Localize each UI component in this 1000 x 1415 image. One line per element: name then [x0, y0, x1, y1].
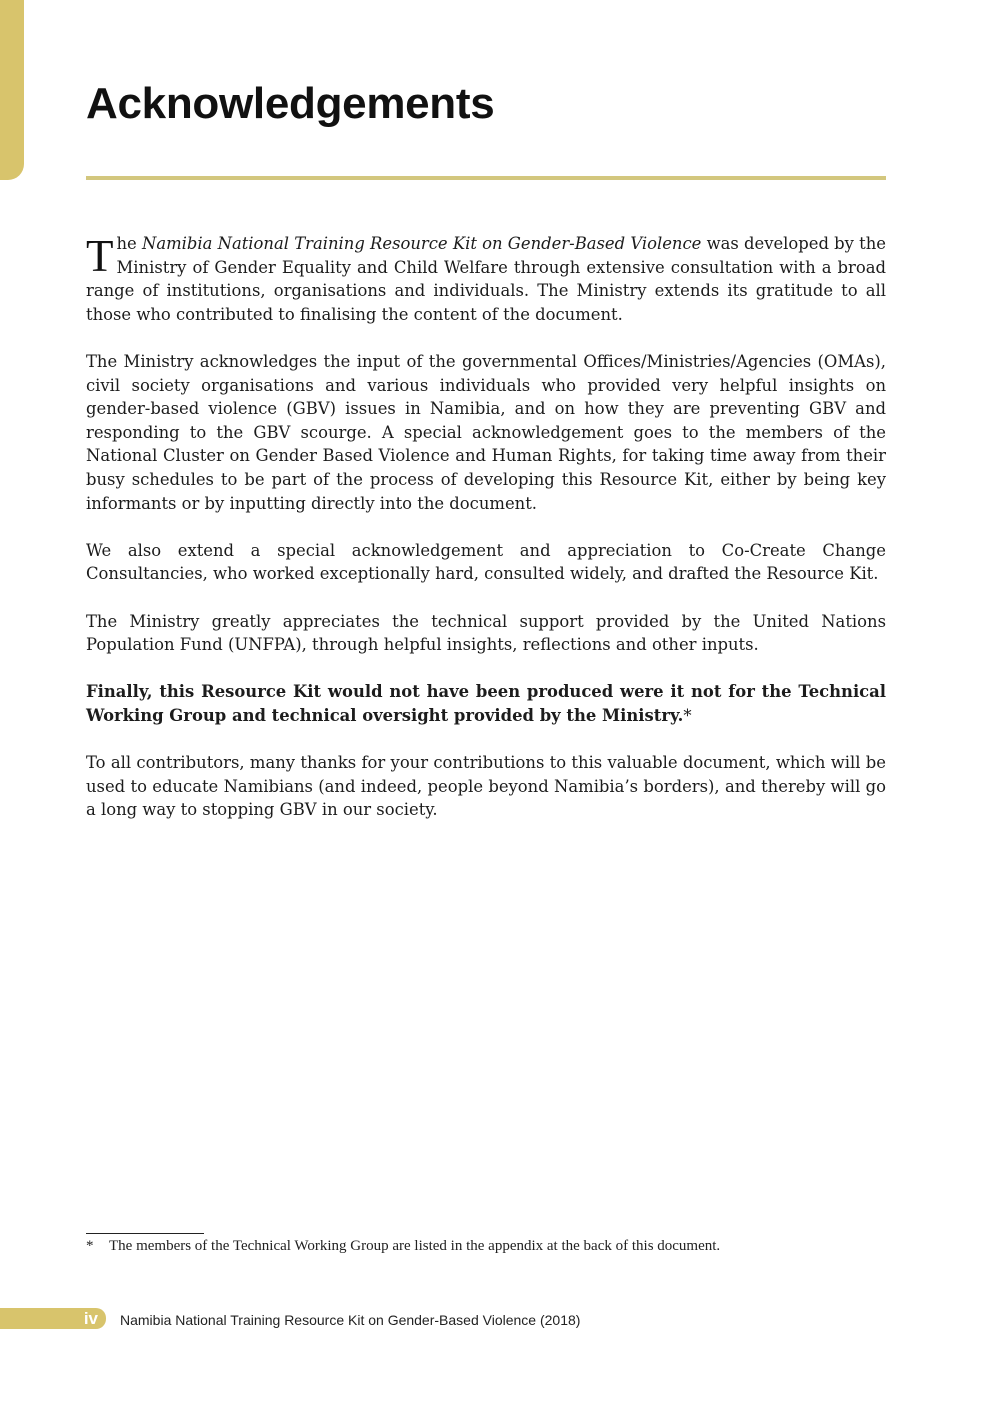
footnote [86, 1237, 906, 1255]
intro-lead: he [116, 234, 142, 253]
footnote-mark: * [86, 1238, 94, 1254]
kit-title-italic: Namibia National Training Resource Kit on Gender-Based Violence [141, 234, 702, 253]
paragraph-unfpa: The Ministry greatly appreciates the technical support provided by the United Nations Population Fund (UNFPA), through helpful insights, reflections and other inputs. [86, 611, 886, 655]
paragraph-working-group [86, 680, 886, 727]
footnote-reference: * [683, 705, 692, 725]
title-divider [86, 176, 886, 180]
working-group-bold: Finally, this Resource Kit would not have been produced were it not for the Technical Working Group and technical oversight provided by the Ministry. [86, 682, 886, 725]
intro-rest: was developed by the Ministry of Gender Equality and Child Welfare through extensive consultation with a broad range of institutions, organisations and individuals. The Ministry extends its gratitude to all those who contributed to finalising the content of the document. [86, 234, 886, 324]
running-footer: Namibia National Training Resource Kit on Gender-Based Violence (2018) [120, 1312, 581, 1328]
paragraph-omas: The Ministry acknowledges the input of the governmental Offices/Ministries/Agencies (OMAs), civil society organisations and various individuals who provided very helpful insights on gender-based violence (GBV) issues in Namibia, and on how they are preventing GBV and responding to the GBV scourge. A special acknowledgement goes to the members of the National Cluster on Gender Based Violence and Human Rights, for taking time away from their busy schedules to be part of the process of developing this Resource Kit, either by being key informants or by inputting directly into the document. [86, 351, 886, 513]
body-text [86, 232, 886, 845]
page-number-tab [0, 1308, 106, 1329]
page-number: iv [83, 1309, 98, 1328]
footnote-divider [86, 1233, 204, 1234]
paragraph-intro [86, 232, 886, 326]
paragraph-closing: To all contributors, many thanks for your contributions to this valuable document, which will be used to educate Namibians (and indeed, people beyond Namibia’s borders), and thereby will go a long way to stopping GBV in our society. [86, 753, 886, 820]
paragraph-consultancies: We also extend a special acknowledgement and appreciation to Co-Create Change Consultancies, who worked exceptionally hard, consulted widely, and drafted the Resource Kit. [86, 540, 886, 584]
footnote-text: The members of the Technical Working Group are listed in the appendix at the back of this document. [109, 1238, 721, 1254]
side-accent-tab [0, 0, 24, 180]
page-title: Acknowledgements [86, 79, 495, 128]
drop-cap: T [86, 231, 114, 281]
